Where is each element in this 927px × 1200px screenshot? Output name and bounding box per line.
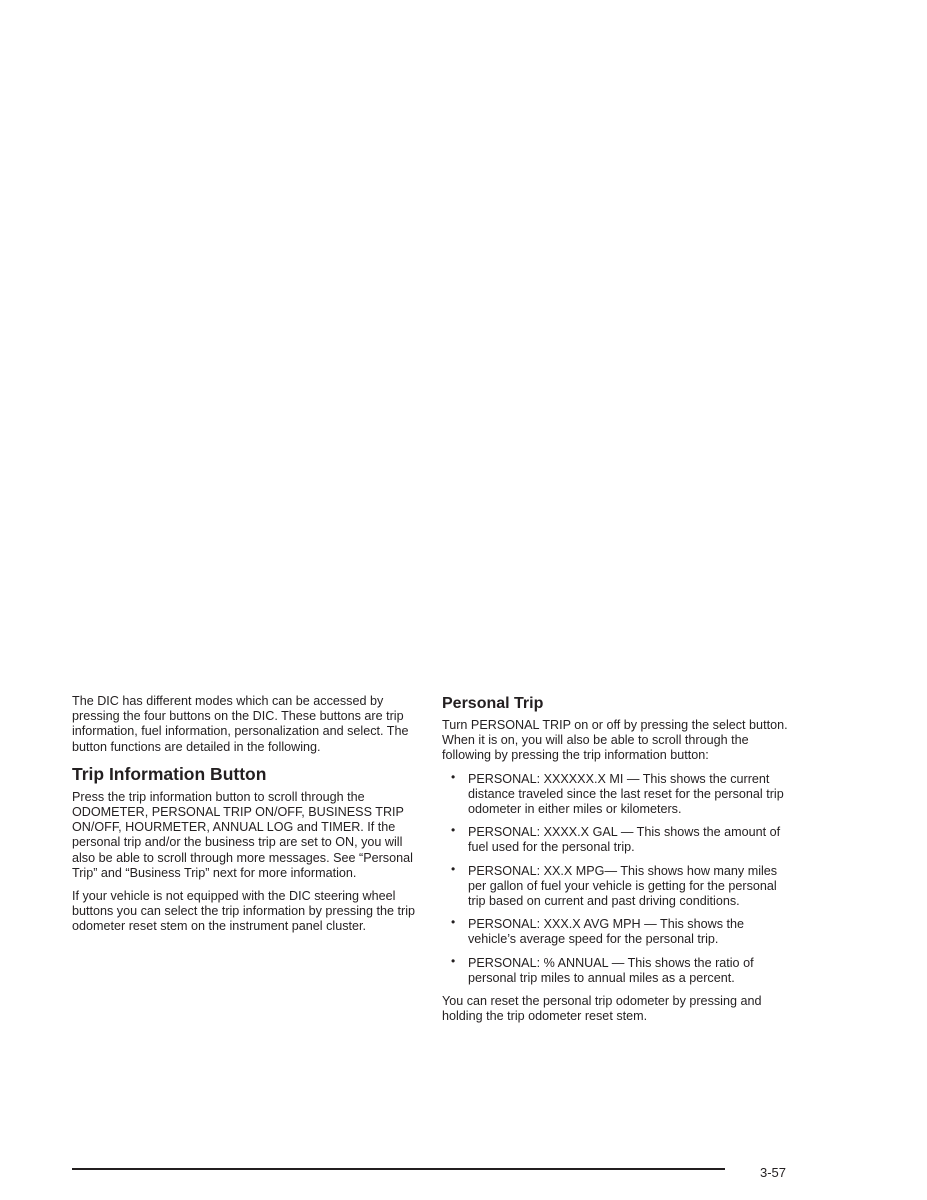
reset-paragraph: You can reset the personal trip odometer by pressing and holding the trip odometer reset stem. — [442, 994, 762, 1024]
page-number: 3-57 — [760, 1165, 787, 1180]
list-item — [442, 953, 788, 986]
list-item-text: PERSONAL: XXX.X AVG MPH — This shows the vehicle’s average speed for the personal trip. — [468, 917, 744, 947]
list-item — [442, 861, 788, 910]
bullet-icon: • — [451, 953, 456, 968]
right-column — [442, 694, 788, 1032]
list-item-text: PERSONAL: XXXXXX.X MI — This shows the current distance traveled since the last reset for the personal trip odometer in either miles or kilometers. — [468, 771, 784, 817]
personal-trip-heading: Personal Trip — [442, 695, 544, 712]
list-item-text: PERSONAL: XX.X MPG— This shows how many miles per gallon of fuel your vehicle is getting for the personal trip based on current and past driving conditions. — [468, 863, 778, 909]
bullet-icon: • — [451, 861, 456, 876]
bullet-icon: • — [451, 915, 456, 930]
trip-information-heading: Trip Information Button — [72, 763, 267, 784]
list-item-text: PERSONAL: XXXX.X GAL — This shows the amount of fuel used for the personal trip. — [468, 825, 781, 855]
list-item — [442, 917, 788, 947]
personal-trip-list — [442, 769, 788, 986]
trip-information-paragraph: Press the trip information button to scroll through the ODOMETER, PERSONAL TRIP ON/OFF, BUSINESS TRIP ON/OFF, HOURMETER, ANNUAL LOG and TIMER. If the personal trip and/or the business trip are set to ON, you will also be able to scroll through more messages. See “Personal Trip” and “Business Trip” next for more information. — [72, 789, 413, 880]
bullet-icon: • — [451, 823, 456, 838]
intro-paragraph: The DIC has different modes which can be accessed by pressing the four buttons on the DIC. These buttons are trip information, fuel information, personalization and select. The button functions are detailed in the following. — [72, 694, 409, 754]
list-item-text: PERSONAL: % ANNUAL — This shows the ratio of personal trip miles to annual miles as a percent. — [468, 955, 754, 985]
bullet-icon: • — [451, 769, 456, 784]
personal-trip-intro: Turn PERSONAL TRIP on or off by pressing the select button. When it is on, you will also be able to scroll through the following by pressing the trip information button: — [442, 718, 788, 763]
footer-divider — [72, 1168, 725, 1170]
list-item — [442, 769, 788, 818]
steering-wheel-paragraph: If your vehicle is not equipped with the DIC steering wheel buttons you can select the trip information by pressing the trip odometer reset stem on the instrument panel cluster. — [72, 889, 416, 934]
left-column — [72, 694, 416, 943]
list-item — [442, 825, 788, 855]
